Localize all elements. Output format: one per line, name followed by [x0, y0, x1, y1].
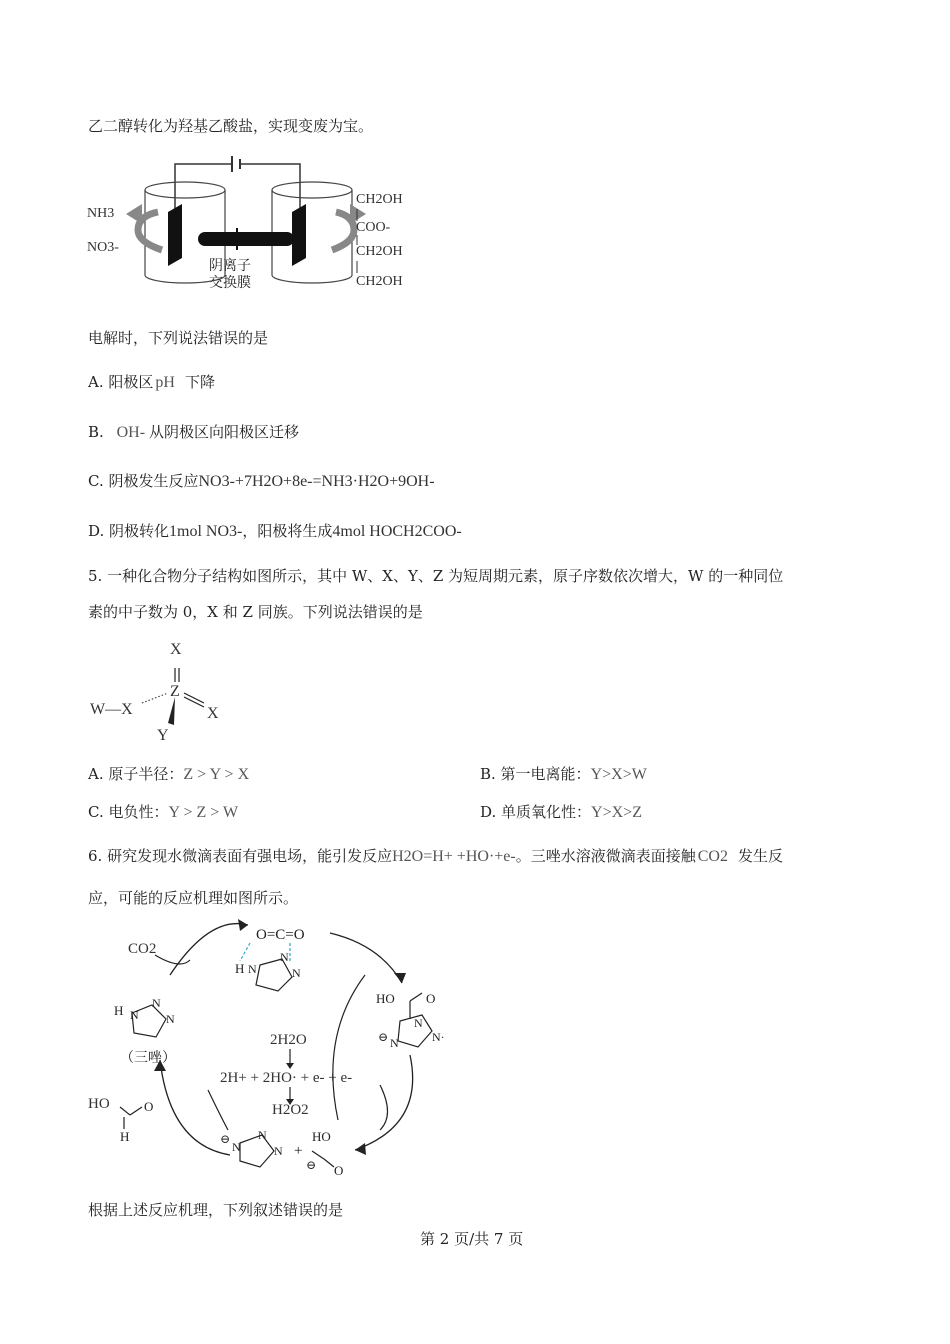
svg-text:O: O	[144, 1099, 154, 1114]
svg-text:N: N	[274, 1144, 283, 1158]
q4-a-suffix: 下降	[184, 373, 215, 391]
q5-option-c	[88, 802, 238, 823]
q5-a-text: A. 原子半径：	[88, 765, 184, 783]
q5-b-text: B. 第一电离能：	[480, 765, 591, 783]
fig1-coo: COO-	[356, 220, 391, 235]
q6-stem-formula2: CO2	[697, 848, 728, 865]
q5-d-text: D. 单质氧化性：	[480, 803, 592, 821]
q5-x-top: X	[170, 641, 182, 658]
q5-y: Y	[157, 727, 169, 744]
svg-text:N: N	[248, 962, 257, 976]
svg-text:N: N	[292, 966, 301, 980]
svg-text:⊖: ⊖	[378, 1030, 389, 1044]
q6-co2: CO2	[128, 941, 157, 957]
svg-text:O: O	[334, 1163, 344, 1178]
q5-structure	[130, 665, 230, 735]
q4-a-formula: pH	[155, 374, 175, 391]
q5-a-formula: Z > Y > X	[183, 766, 250, 783]
fig1-ch2oh-2: CH2OH	[356, 244, 403, 259]
svg-text:HO: HO	[376, 991, 395, 1006]
q4-stem: 电解时，下列说法错误的是	[88, 329, 269, 347]
q6-stem-line1	[88, 846, 783, 867]
q6-stem-line2: 应，可能的反应机理如图所示。	[88, 889, 299, 907]
svg-text:N: N	[414, 1016, 423, 1030]
page-footer: 第 2 页/共 7 页	[420, 1230, 524, 1248]
q6-stem-suffix: 发生反	[737, 847, 783, 865]
fig1-ch2oh-3: CH2OH	[356, 274, 403, 289]
intro-text: 乙二醇转化为羟基乙酸盐，实现变废为宝。	[88, 117, 374, 135]
svg-text:HO: HO	[312, 1129, 331, 1144]
svg-text:N: N	[152, 996, 161, 1010]
svg-text:N: N	[232, 1140, 241, 1154]
q4-option-c	[88, 471, 435, 492]
fig1-ch2oh-1: CH2OH	[356, 192, 403, 207]
svg-text:+: +	[294, 1143, 303, 1159]
q4-b-formula: OH-	[116, 424, 146, 441]
svg-text:N: N	[130, 1008, 139, 1022]
svg-text:H: H	[114, 1003, 124, 1018]
q4-d-formula2: 4mol HOCH2COO-	[332, 523, 462, 540]
svg-text:O=C=O: O=C=O	[256, 927, 305, 943]
membrane-label-1: 阴离子	[209, 258, 251, 274]
svg-text:H: H	[235, 961, 245, 976]
q5-w-x: W—X	[90, 701, 133, 718]
q4-c-formula: NO3-+7H2O+8e-=NH3·H2O+9OH-	[198, 473, 435, 490]
fig1-bond-lines	[350, 205, 360, 285]
q6-h2o2: H2O2	[272, 1102, 309, 1118]
q6-center-eq: 2H+ + 2HO· + e- + e-	[220, 1070, 353, 1086]
fig1-nh3: NH3	[87, 206, 115, 221]
q4-d-mid: ，阳极将生成	[242, 522, 333, 540]
q5-d-formula: Y>X>Z	[591, 804, 642, 821]
svg-text:N: N	[258, 1128, 267, 1142]
q4-option-b	[88, 422, 299, 443]
svg-text:N·: N·	[432, 1030, 445, 1044]
q4-c-text: C. 阴极发生反应	[88, 472, 199, 490]
q4-b-prefix: B.	[88, 423, 104, 441]
q6-h2o: 2H2O	[270, 1032, 307, 1048]
q5-c-formula: Y > Z > W	[168, 804, 239, 821]
svg-text:N: N	[166, 1012, 175, 1026]
q5-b-formula: Y>X>W	[590, 766, 647, 783]
q4-option-d	[88, 521, 462, 542]
q6-stem-prefix: 6. 研究发现水微滴表面有强电场，能引发反应	[88, 847, 393, 865]
q5-stem-line2: 素的中子数为 0，X 和 Z 同族。下列说法错误的是	[88, 603, 423, 621]
svg-text:⊖: ⊖	[306, 1158, 317, 1172]
q5-option-d	[480, 802, 642, 823]
q5-stem-line1: 5. 一种化合物分子结构如图所示，其中 W、X、Y、Z 为短周期元素，原子序数依次增大，W 的一种同位	[88, 567, 784, 585]
q5-z: Z	[170, 683, 180, 700]
q6-stem-formula: H2O=H+ +HO·+e-	[392, 848, 516, 865]
q5-c-text: C. 电负性：	[88, 803, 169, 821]
q6-triazole-label: （三唑）	[120, 1050, 176, 1066]
q4-d-formula1: 1mol NO3-	[169, 523, 243, 540]
q5-x-right: X	[207, 705, 219, 722]
q4-b-text: 从阴极区向阳极区迁移	[149, 423, 300, 441]
q6-stem-mid: 。三唑水溶液微滴表面接触	[515, 847, 696, 865]
svg-text:N: N	[280, 950, 289, 964]
q5-option-a	[88, 764, 249, 785]
svg-text:⊖: ⊖	[220, 1132, 231, 1146]
q4-d-text: D. 阴极转化	[88, 522, 170, 540]
q4-a-text: A. 阳极区	[88, 373, 154, 391]
q6-question: 根据上述反应机理，下列叙述错误的是	[88, 1201, 344, 1219]
q4-option-a	[88, 372, 215, 393]
membrane-label-2: 交换膜	[209, 275, 251, 291]
q6-formic-ho: HO	[88, 1096, 110, 1112]
fig1-no3: NO3-	[87, 240, 119, 255]
svg-text:H: H	[120, 1129, 130, 1144]
q5-option-b	[480, 764, 647, 785]
svg-text:N: N	[390, 1036, 399, 1050]
svg-text:O: O	[426, 991, 436, 1006]
